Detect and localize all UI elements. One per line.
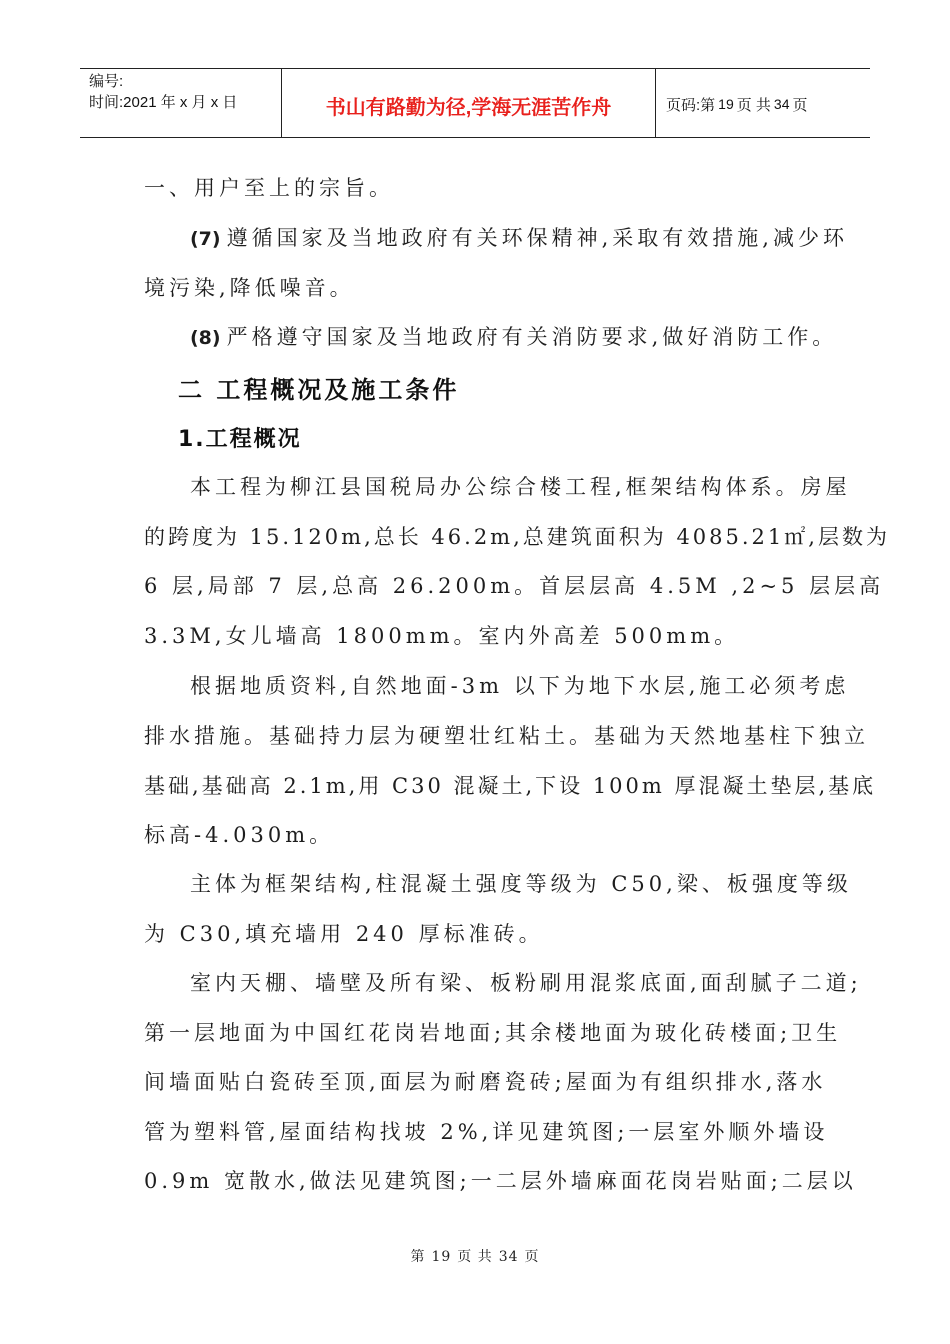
paragraph-line: 排水措施。基础持力层为硬塑壮红粘土。基础为天然地基柱下独立 bbox=[144, 724, 869, 748]
document-number-label: 编号: bbox=[89, 73, 124, 90]
paragraph-line: 间墙面贴白瓷砖至顶,面层为耐磨瓷砖;屋面为有组织排水,落水 bbox=[144, 1070, 827, 1094]
paragraph-line: 遵循国家及当地政府有关环保精神,采取有效措施,减少环 bbox=[226, 226, 848, 250]
list-item-8 bbox=[190, 321, 837, 351]
list-marker: (7) bbox=[190, 228, 221, 250]
header-page-indicator bbox=[656, 69, 870, 137]
paragraph-line: 管为塑料管,屋面结构找坡 2%,详见建筑图;一层室外顺外墙设 bbox=[144, 1120, 829, 1144]
header-meta bbox=[80, 69, 282, 137]
page-current: 19 bbox=[718, 96, 734, 112]
paragraph-line: 主体为框架结构,柱混凝土强度等级为 C50,梁、板强度等级 bbox=[190, 872, 852, 896]
page-total: 34 bbox=[773, 96, 790, 112]
paragraph-line: 标高-4.030m。 bbox=[144, 823, 335, 847]
page-mid: 页 共 bbox=[736, 96, 771, 114]
page-prefix: 页码:第 bbox=[666, 96, 716, 114]
header-motto: 书山有路勤为径,学海无涯苦作舟 bbox=[282, 69, 656, 137]
document-date-label: 时间:2021 年 x 月 x 日 bbox=[89, 94, 238, 111]
page-header bbox=[80, 68, 870, 138]
list-item-7 bbox=[190, 222, 848, 252]
footer-total-pages: 34 bbox=[498, 1249, 519, 1265]
footer-current-page: 19 bbox=[431, 1249, 452, 1265]
page-footer bbox=[0, 1246, 950, 1266]
paragraph-line: 6 层,局部 7 层,总高 26.200m。首层层高 4.5M ,2~5 层层高 bbox=[144, 574, 885, 598]
paragraph-line: 一、用户至上的宗旨。 bbox=[144, 176, 394, 200]
paragraph-line: 第一层地面为中国红花岗岩地面;其余楼地面为玻化砖楼面;卫生 bbox=[144, 1021, 842, 1045]
paragraph-line: 根据地质资料,自然地面-3m 以下为地下水层,施工必须考虑 bbox=[190, 674, 850, 698]
sub-heading: 1.工程概况 bbox=[178, 427, 302, 452]
paragraph-line: 境污染,降低噪音。 bbox=[144, 276, 355, 300]
paragraph-line: 的跨度为 15.120m,总长 46.2m,总建筑面积为 4085.21㎡,层数为 bbox=[144, 525, 890, 549]
list-marker: (8) bbox=[190, 327, 221, 349]
footer-mid: 页 共 bbox=[457, 1249, 493, 1265]
paragraph-line: 室内天棚、墙壁及所有梁、板粉刷用混浆底面,面刮腻子二道; bbox=[190, 971, 862, 995]
footer-suffix: 页 bbox=[524, 1249, 540, 1265]
paragraph-line: 0.9m 宽散水,做法见建筑图;一二层外墙麻面花岗岩贴面;二层以 bbox=[144, 1169, 857, 1193]
page-suffix: 页 bbox=[792, 96, 808, 114]
section-heading: 二 工程概况及施工条件 bbox=[178, 376, 460, 404]
paragraph-line: 3.3M,女儿墙高 1800mm。室内外高差 500mm。 bbox=[144, 624, 740, 648]
paragraph-line: 严格遵守国家及当地政府有关消防要求,做好消防工作。 bbox=[226, 325, 838, 349]
paragraph-line: 为 C30,填充墙用 240 厚标准砖。 bbox=[144, 922, 544, 946]
paragraph-line: 基础,基础高 2.1m,用 C30 混凝土,下设 100m 厚混凝土垫层,基底 bbox=[144, 774, 877, 798]
footer-prefix: 第 bbox=[410, 1249, 426, 1265]
paragraph-line: 本工程为柳江县国税局办公综合楼工程,框架结构体系。房屋 bbox=[190, 475, 851, 499]
